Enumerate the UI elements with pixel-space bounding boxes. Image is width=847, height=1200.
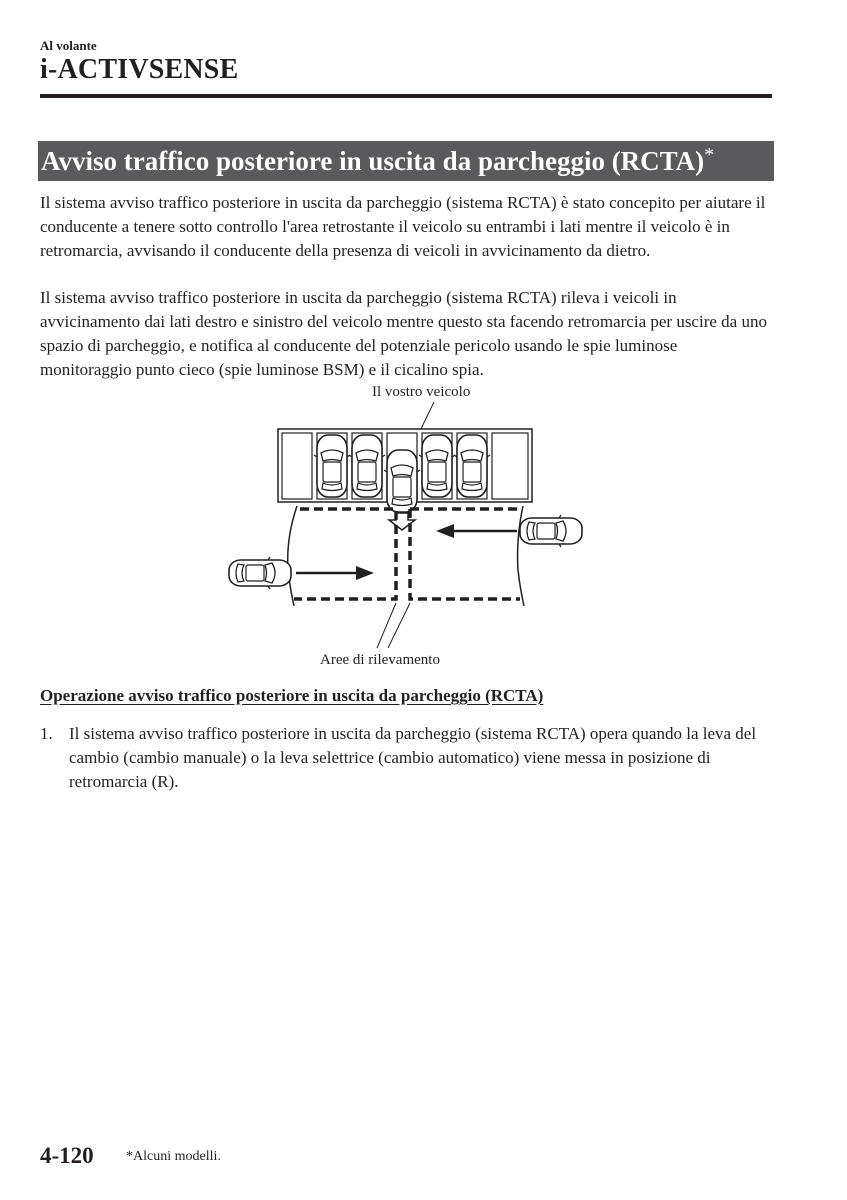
paragraph-detection: Il sistema avviso traffico posteriore in uscita da parcheggio (sistema RCTA) rileva i veicoli in avvicinamento dai lati destro e sinistro del veicolo mentre questo sta facendo retromarcia per uscire da uno spazio di parcheggio, e notifica al conducente del potenziale pericolo usando le spie luminose monitoraggio punto cieco (spie luminose BSM) e il cicalino spia. xyxy=(40,288,767,379)
list-item-text: Il sistema avviso traffico posteriore in uscita da parcheggio (sistema RCTA) opera quando la leva del cambio (cambio manuale) o la leva selettrice (cambio automatico) viene messa in posizione di retromarcia (R). xyxy=(69,724,757,791)
header-rule xyxy=(40,94,772,98)
paragraph-intro: Il sistema avviso traffico posteriore in uscita da parcheggio (sistema RCTA) è stato concepito per aiutare il conducente a tenere sotto controllo l'area retrostante il veicolo su entrambi i lati mentre il veicolo è in retromarcia, avvisando il conducente della presenza di veicoli in avvicinamento da dietro. xyxy=(40,193,766,260)
own-vehicle xyxy=(384,450,420,512)
title-footnote-marker: * xyxy=(704,144,715,166)
list-item xyxy=(40,722,770,794)
chapter-title: i-ACTIVSENSE xyxy=(40,54,239,85)
section-title xyxy=(38,141,774,181)
areas-leader-line xyxy=(388,603,410,648)
list-item-number: 1. xyxy=(40,724,53,743)
approaching-car-right xyxy=(520,515,582,547)
section-title-text: Avviso traffico posteriore in uscita da parcheggio (RCTA) xyxy=(41,146,705,176)
rcta-diagram xyxy=(220,378,620,672)
breadcrumb: Al volante xyxy=(40,38,97,53)
page-number: 4-120 xyxy=(40,1143,94,1168)
label-your-vehicle: Il vostro veicolo xyxy=(372,384,471,400)
road-edge-left xyxy=(288,506,297,606)
parked-car xyxy=(419,435,455,497)
approaching-car-left xyxy=(229,557,291,589)
label-detection-areas: Aree di rilevamento xyxy=(320,652,440,668)
approach-arrow-left xyxy=(296,566,374,580)
parked-car xyxy=(314,435,350,497)
footnote: *Alcuni modelli. xyxy=(126,1149,221,1164)
areas-leader-line xyxy=(377,603,396,648)
operation-heading: Operazione avviso traffico posteriore in uscita da parcheggio (RCTA) xyxy=(40,686,544,705)
parked-car xyxy=(349,435,385,497)
approach-arrow-right xyxy=(436,524,517,538)
parked-car xyxy=(454,435,490,497)
